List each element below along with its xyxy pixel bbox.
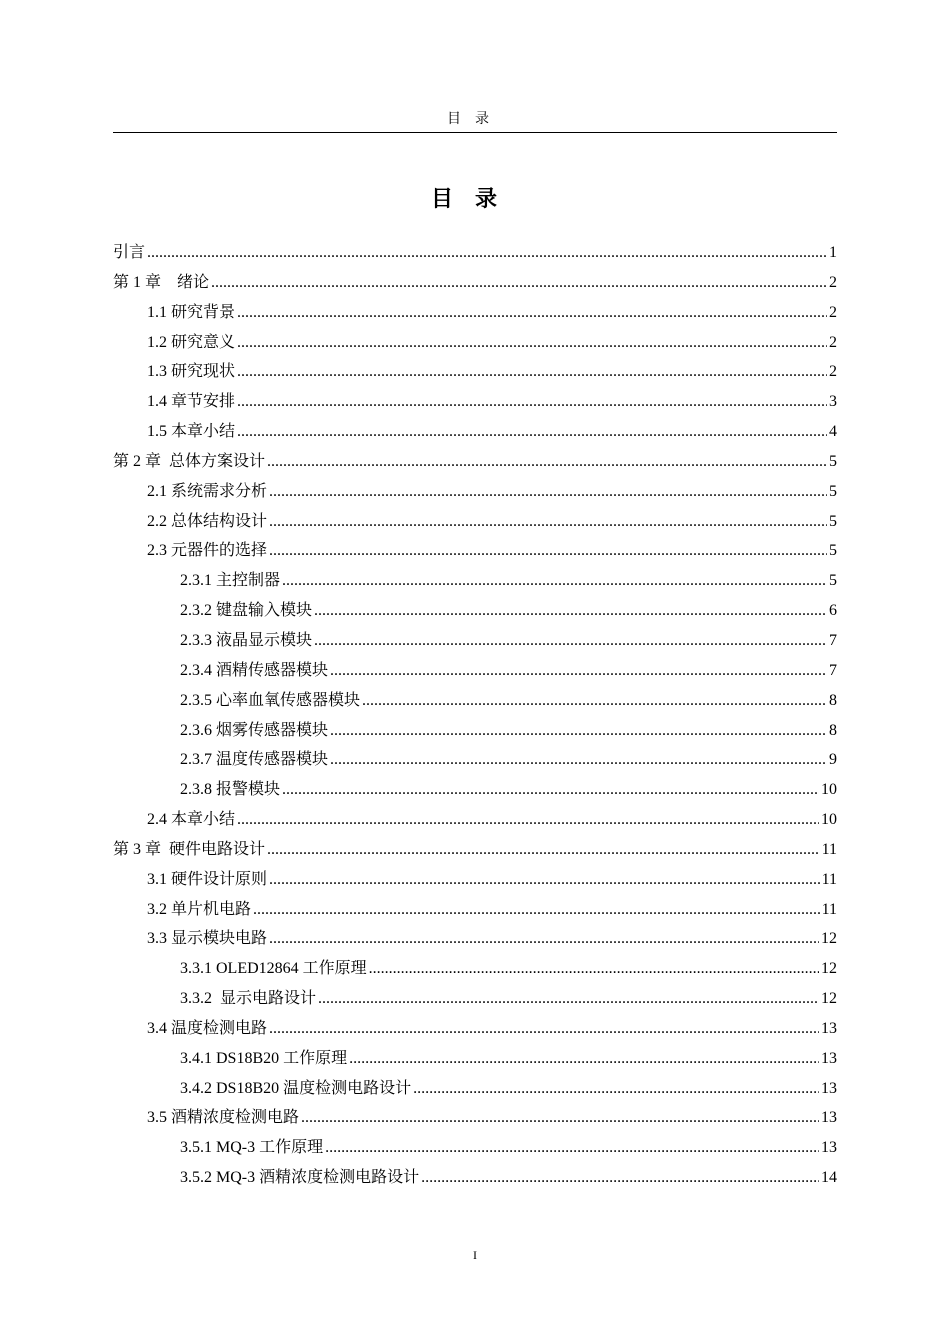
toc-dot-leader — [282, 566, 827, 596]
toc-entry-page: 13 — [821, 1019, 837, 1037]
toc-entry[interactable] — [113, 447, 837, 477]
toc-entry[interactable] — [113, 924, 837, 954]
toc-dot-leader — [369, 954, 819, 984]
toc-entry-page: 8 — [829, 691, 837, 709]
toc-dot-leader — [237, 298, 827, 328]
toc-entry[interactable] — [113, 1074, 837, 1104]
toc-entry-page: 6 — [829, 602, 837, 620]
toc-entry[interactable] — [113, 387, 837, 417]
toc-dot-leader — [318, 984, 819, 1014]
toc-entry-page: 7 — [829, 661, 837, 679]
toc-entry[interactable] — [113, 357, 837, 387]
toc-entry-page: 5 — [829, 512, 837, 530]
toc-entry-label: 2.3.1 主控制器 — [180, 572, 281, 590]
toc-dot-leader — [237, 387, 827, 417]
toc-entry-page: 8 — [829, 721, 837, 739]
toc-entry[interactable] — [113, 328, 837, 358]
toc-entry-page: 11 — [821, 840, 837, 858]
toc-entry[interactable] — [113, 417, 837, 447]
toc-dot-leader — [237, 328, 827, 358]
toc-entry-page: 12 — [821, 930, 837, 948]
toc-dot-leader — [349, 1044, 819, 1074]
toc-entry-label: 2.4 本章小结 — [147, 811, 236, 829]
toc-entry-label: 1.4 章节安排 — [147, 393, 236, 411]
toc-entry[interactable] — [113, 1103, 837, 1133]
toc-entry-label: 第 2 章 总体方案设计 — [113, 452, 266, 470]
toc-entry-label: 3.5 酒精浓度检测电路 — [147, 1109, 300, 1127]
toc-entry-label: 3.1 硬件设计原则 — [147, 870, 268, 888]
toc-entry[interactable] — [113, 984, 837, 1014]
toc-entry-label: 3.5.2 MQ-3 酒精浓度检测电路设计 — [180, 1169, 420, 1187]
toc-entry-page: 3 — [829, 393, 837, 411]
page-number: I — [473, 1248, 477, 1262]
toc-entry-page: 10 — [821, 781, 837, 799]
toc-dot-leader — [269, 924, 819, 954]
toc-entry[interactable] — [113, 1163, 837, 1193]
toc-entry[interactable] — [113, 626, 837, 656]
toc-entry-page: 1 — [829, 244, 837, 261]
toc-dot-leader — [269, 507, 827, 537]
toc-entry[interactable] — [113, 775, 837, 805]
toc-entry[interactable] — [113, 238, 837, 268]
toc-entry-page: 13 — [821, 1109, 837, 1127]
toc-entry[interactable] — [113, 835, 837, 865]
toc-dot-leader — [237, 417, 827, 447]
toc-entry[interactable] — [113, 865, 837, 895]
toc-entry-label: 3.4 温度检测电路 — [147, 1019, 268, 1037]
toc-entry-page: 9 — [829, 751, 837, 769]
toc-dot-leader — [330, 745, 827, 775]
toc-entry-label: 2.3.4 酒精传感器模块 — [180, 661, 329, 679]
toc-dot-leader — [421, 1163, 819, 1193]
toc-entry-label: 3.2 单片机电路 — [147, 900, 252, 918]
toc-entry-page: 14 — [821, 1169, 837, 1187]
toc-dot-leader — [253, 895, 820, 925]
toc-dot-leader — [282, 775, 819, 805]
toc-entry[interactable] — [113, 954, 837, 984]
toc-entry-page: 5 — [829, 542, 837, 560]
toc-entry-label: 第 1 章 绪论 — [113, 273, 210, 291]
header-rule — [113, 132, 837, 133]
toc-entry-label: 1.1 研究背景 — [147, 303, 236, 321]
toc-dot-leader — [211, 268, 827, 298]
toc-dot-leader — [314, 626, 827, 656]
toc-entry[interactable] — [113, 656, 837, 686]
toc-entry-label: 3.3.2 显示电路设计 — [180, 990, 317, 1008]
toc-entry-label: 1.2 研究意义 — [147, 333, 236, 351]
toc-dot-leader — [301, 1103, 819, 1133]
toc-entry-page: 10 — [821, 811, 837, 829]
toc-entry-page: 13 — [821, 1049, 837, 1067]
toc-entry-page: 2 — [829, 273, 837, 291]
toc-dot-leader — [269, 865, 820, 895]
toc-entry[interactable] — [113, 536, 837, 566]
toc-entry-label: 3.3.1 OLED12864 工作原理 — [180, 960, 367, 978]
toc-entry-label: 1.5 本章小结 — [147, 423, 236, 441]
toc-entry[interactable] — [113, 895, 837, 925]
toc-entry[interactable] — [113, 716, 837, 746]
running-header: 目录 — [447, 112, 503, 127]
toc-entry-page: 2 — [829, 303, 837, 321]
toc-entry-page: 2 — [829, 363, 837, 381]
toc-dot-leader — [269, 536, 827, 566]
toc-entry-page: 11 — [821, 870, 837, 888]
toc-entry-label: 3.3 显示模块电路 — [147, 930, 268, 948]
toc-entry[interactable] — [113, 1014, 837, 1044]
toc-dot-leader — [362, 686, 827, 716]
toc-entry-label: 3.4.2 DS18B20 温度检测电路设计 — [180, 1079, 412, 1097]
toc-entry-label: 2.3.3 液晶显示模块 — [180, 631, 313, 649]
toc-entry-page: 11 — [821, 900, 837, 918]
toc-dot-leader — [237, 357, 827, 387]
toc-dot-leader — [269, 1014, 819, 1044]
toc-dot-leader — [413, 1074, 819, 1104]
toc-dot-leader — [330, 716, 827, 746]
toc-entry-label: 1.3 研究现状 — [147, 363, 236, 381]
toc-entry-page: 2 — [829, 333, 837, 351]
toc-entry[interactable] — [113, 745, 837, 775]
toc-dot-leader — [237, 805, 819, 835]
toc-entry-page: 4 — [829, 423, 837, 441]
toc-entry-page: 5 — [829, 572, 837, 590]
toc-entry[interactable] — [113, 1133, 837, 1163]
toc-entry-label: 2.3.6 烟雾传感器模块 — [180, 721, 329, 739]
table-of-contents — [113, 238, 837, 1193]
toc-entry[interactable] — [113, 805, 837, 835]
toc-entry[interactable] — [113, 268, 837, 298]
toc-entry[interactable] — [113, 566, 837, 596]
toc-entry[interactable] — [113, 1044, 837, 1074]
toc-entry-label: 2.1 系统需求分析 — [147, 482, 268, 500]
toc-entry[interactable] — [113, 298, 837, 328]
toc-entry-label: 2.2 总体结构设计 — [147, 512, 268, 530]
toc-dot-leader — [267, 835, 820, 865]
toc-entry-page: 5 — [829, 452, 837, 470]
toc-entry[interactable] — [113, 596, 837, 626]
toc-entry-label: 3.4.1 DS18B20 工作原理 — [180, 1049, 348, 1067]
toc-entry-page: 5 — [829, 482, 837, 500]
toc-entry-label: 2.3 元器件的选择 — [147, 542, 268, 560]
toc-dot-leader — [147, 238, 827, 268]
toc-entry-page: 13 — [821, 1079, 837, 1097]
toc-entry-label: 2.3.8 报警模块 — [180, 781, 281, 799]
page-title: 目录 — [430, 187, 519, 212]
toc-entry-page: 7 — [829, 631, 837, 649]
toc-entry-page: 13 — [821, 1139, 837, 1157]
toc-dot-leader — [330, 656, 827, 686]
toc-entry-label: 2.3.2 键盘输入模块 — [180, 602, 313, 620]
toc-entry-label: 3.5.1 MQ-3 工作原理 — [180, 1139, 324, 1157]
toc-entry[interactable] — [113, 477, 837, 507]
toc-dot-leader — [269, 477, 827, 507]
toc-entry[interactable] — [113, 686, 837, 716]
toc-entry-page: 12 — [821, 990, 837, 1008]
toc-entry-page: 12 — [821, 960, 837, 978]
toc-dot-leader — [314, 596, 827, 626]
toc-entry-label: 第 3 章 硬件电路设计 — [113, 840, 266, 858]
toc-entry[interactable] — [113, 507, 837, 537]
toc-entry-label: 2.3.5 心率血氧传感器模块 — [180, 691, 361, 709]
toc-dot-leader — [325, 1133, 819, 1163]
toc-entry-label: 2.3.7 温度传感器模块 — [180, 751, 329, 769]
toc-entry-label: 引言 — [113, 244, 146, 261]
toc-dot-leader — [267, 447, 827, 477]
